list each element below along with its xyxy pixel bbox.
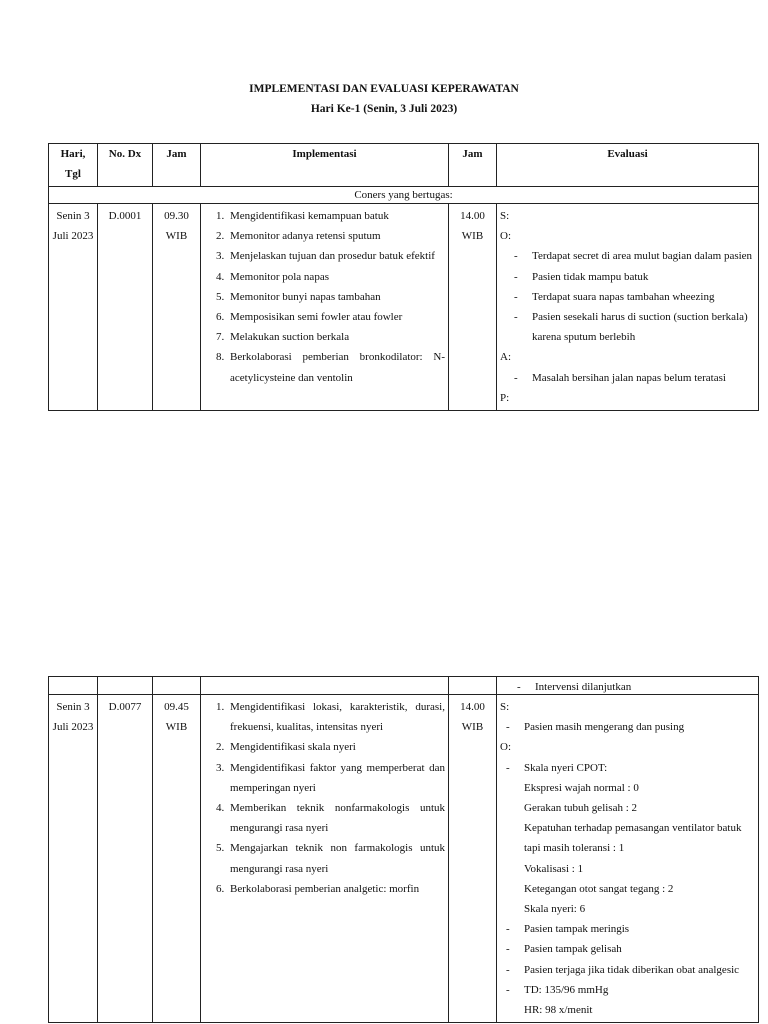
implementasi-list	[204, 206, 445, 388]
objective-label: O:	[500, 741, 511, 754]
subjective-label: S:	[500, 210, 510, 222]
list-item: - Terdapat suara napas tambahan wheezing	[514, 287, 755, 307]
list-item: 5. Mengajarkan teknik non farmakologis untuk mengurangi rasa nyeri	[227, 838, 445, 878]
day-cell: Senin 3 Juli 2023	[49, 204, 98, 411]
list-item: 8. Berkolaborasi pemberian bronkodilator: N-acetylicysteine dan ventolin	[227, 347, 445, 387]
col-implementasi: Implementasi	[201, 144, 449, 187]
list-item: - Pasien masih mengerang dan pusing	[506, 717, 755, 737]
cpot-list	[500, 758, 755, 778]
document-subtitle: Hari Ke-1 (Senin, 3 Juli 2023)	[310, 103, 458, 115]
list-item: - Terdapat secret di area mulut bagian dalam pasien	[514, 246, 755, 266]
list-item: HR: 98 x/menit	[524, 1004, 593, 1017]
dx-cell: D.0077	[98, 695, 153, 1023]
list-item: - Pasien tidak mampu batuk	[514, 267, 755, 287]
time-cell: 09.30 WIB	[153, 204, 201, 411]
list-item: 4. Memonitor pola napas	[227, 267, 445, 287]
col-evaluasi: Evaluasi	[497, 144, 759, 187]
evaluation-table-1	[48, 143, 759, 411]
col-hari-tgl: Hari, Tgl	[49, 144, 98, 187]
list-item: 3. Menjelaskan tujuan dan prosedur batuk efektif	[227, 246, 445, 266]
list-item: Ketegangan otot sangat tegang : 2	[524, 882, 674, 895]
plan-label: P:	[500, 391, 510, 404]
carry-over-row	[49, 677, 759, 695]
list-item: - Pasien tampak meringis	[506, 919, 755, 939]
list-item: - Masalah bersihan jalan napas belum teratasi	[514, 368, 755, 388]
cpot-items	[500, 778, 755, 919]
implementasi-list	[204, 697, 445, 899]
time-cell: 09.45 WIB	[153, 695, 201, 1023]
list-item: 2. Mengidentifikasi skala nyeri	[227, 737, 445, 757]
dx-cell: D.0001	[98, 204, 153, 411]
coners-text: Coners yang bertugas:	[49, 187, 759, 204]
eval-time-cell: 14.00 WIB	[449, 204, 497, 411]
list-item: 6. Berkolaborasi pemberian analgetic: morfin	[227, 879, 445, 899]
list-item: - Pasien tampak gelisah	[506, 939, 755, 959]
assessment-list	[500, 368, 755, 388]
list-item: 3. Mengidentifikasi faktor yang memperberat dan memperingan nyeri	[227, 758, 445, 798]
table-row	[49, 204, 759, 411]
cpot-title: - Skala nyeri CPOT:	[506, 758, 755, 778]
implementasi-cell	[201, 695, 449, 1023]
evaluation-table-2	[48, 676, 759, 1023]
implementasi-cell	[201, 204, 449, 411]
objective-list	[500, 919, 755, 1000]
list-item: 7. Melakukan suction berkala	[227, 327, 445, 347]
evaluasi-cell	[497, 695, 759, 1023]
cutoff-list	[500, 1000, 755, 1020]
list-item: 6. Memposisikan semi fowler atau fowler	[227, 307, 445, 327]
col-jam-2: Jam	[449, 144, 497, 187]
table-row	[49, 695, 759, 1023]
list-item: - Pasien terjaga jika tidak diberikan obat analgesic	[506, 960, 755, 980]
list-item: 1. Mengidentifikasi kemampuan batuk	[227, 206, 445, 226]
list-item: 2. Memonitor adanya retensi sputum	[227, 226, 445, 246]
list-item: 5. Memonitor bunyi napas tambahan	[227, 287, 445, 307]
list-item: Ekspresi wajah normal : 0	[524, 781, 639, 794]
list-item: - Intervensi dilanjutkan	[517, 681, 758, 694]
subjective-label: S:	[500, 701, 510, 713]
eval-time-cell: 14.00 WIB	[449, 695, 497, 1023]
table-header-row	[49, 144, 759, 187]
evaluasi-cell	[497, 204, 759, 411]
list-item: 4. Memberikan teknik nonfarmakologis untuk mengurangi rasa nyeri	[227, 798, 445, 838]
list-item: Vokalisasi : 1	[524, 862, 584, 875]
list-item: Skala nyeri: 6	[524, 903, 586, 916]
list-item: 1. Mengidentifikasi lokasi, karakteristik, durasi, frekuensi, kualitas, intensitas nyeri	[227, 697, 445, 737]
list-item: - Pasien sesekali harus di suction (suction berkala) karena sputum berlebih	[514, 307, 755, 347]
list-item: Kepatuhan terhadap pemasangan ventilator batuk tapi masih toleransi : 1	[524, 822, 742, 855]
assessment-label: A:	[500, 351, 511, 364]
list-item: - TD: 135/96 mmHg	[506, 980, 755, 1000]
col-jam: Jam	[153, 144, 201, 187]
document-title: IMPLEMENTASI DAN EVALUASI KEPERAWATAN	[249, 83, 519, 95]
subjective-list	[500, 717, 755, 737]
col-no-dx: No. Dx	[98, 144, 153, 187]
day-cell: Senin 3 Juli 2023	[49, 695, 98, 1023]
list-item: Gerakan tubuh gelisah : 2	[524, 802, 638, 815]
objective-label: O:	[500, 230, 511, 243]
carry-over-list	[497, 681, 758, 694]
coners-row	[49, 187, 759, 204]
objective-list	[500, 246, 755, 347]
